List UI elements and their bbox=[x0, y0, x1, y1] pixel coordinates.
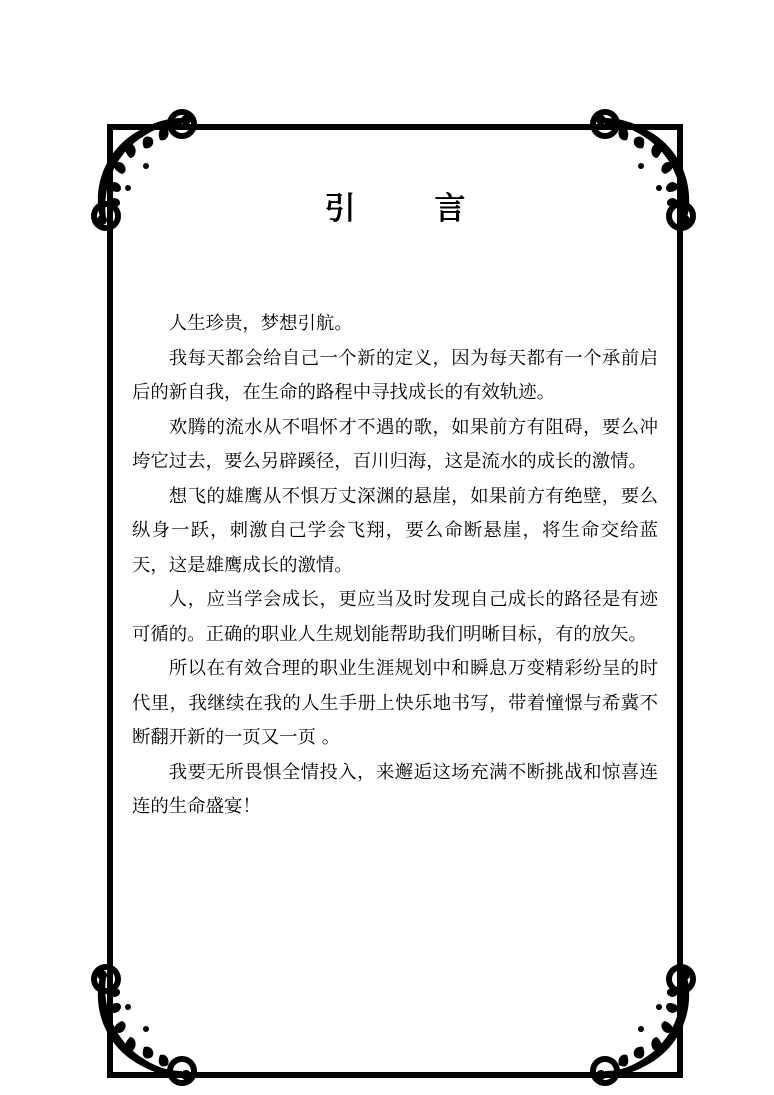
paragraph-3: 欢腾的流水从不唱怀才不遇的歌，如果前方有阻碍，要么冲垮它过去，要么另辟蹊径，百川归海，这是流水的成长的激情。 bbox=[132, 416, 658, 472]
paragraph-2: 我每天都会给自己一个新的定义，因为每天都有一个承前启后的新自我，在生命的路程中寻找成长的有效轨迹。 bbox=[132, 347, 658, 403]
corner-ornament-bottom-left bbox=[82, 955, 212, 1095]
paragraph-4: 想飞的雄鹰从不惧万丈深渊的悬崖，如果前方有绝壁，要么纵身一跃，刺激自己学会飞翔，要么命断悬崖，将生命交给蓝天，这是雄鹰成长的激情。 bbox=[132, 485, 658, 576]
paragraph-1: 人生珍贵，梦想引航。 bbox=[168, 313, 353, 334]
page-title: 引 言 bbox=[324, 191, 500, 227]
corner-ornament-bottom-right bbox=[575, 955, 705, 1095]
paragraph-6: 所以在有效合理的职业生涯规划中和瞬息万变精彩纷呈的时代里，我继续在我的人生手册上快乐地书写，带着憧憬与希冀不断翻开新的一页又一页 。 bbox=[132, 658, 658, 748]
paragraph-7: 我要无所畏惧全情投入，来邂逅这场充满不断挑战和惊喜连连的生命盛宴！ bbox=[132, 761, 658, 817]
preface-body bbox=[132, 307, 658, 825]
paragraph-5: 人，应当学会成长，更应当及时发现自己成长的路径是有迹可循的。正确的职业人生规划能帮助我们明晰目标，有的放矢。 bbox=[132, 589, 658, 645]
